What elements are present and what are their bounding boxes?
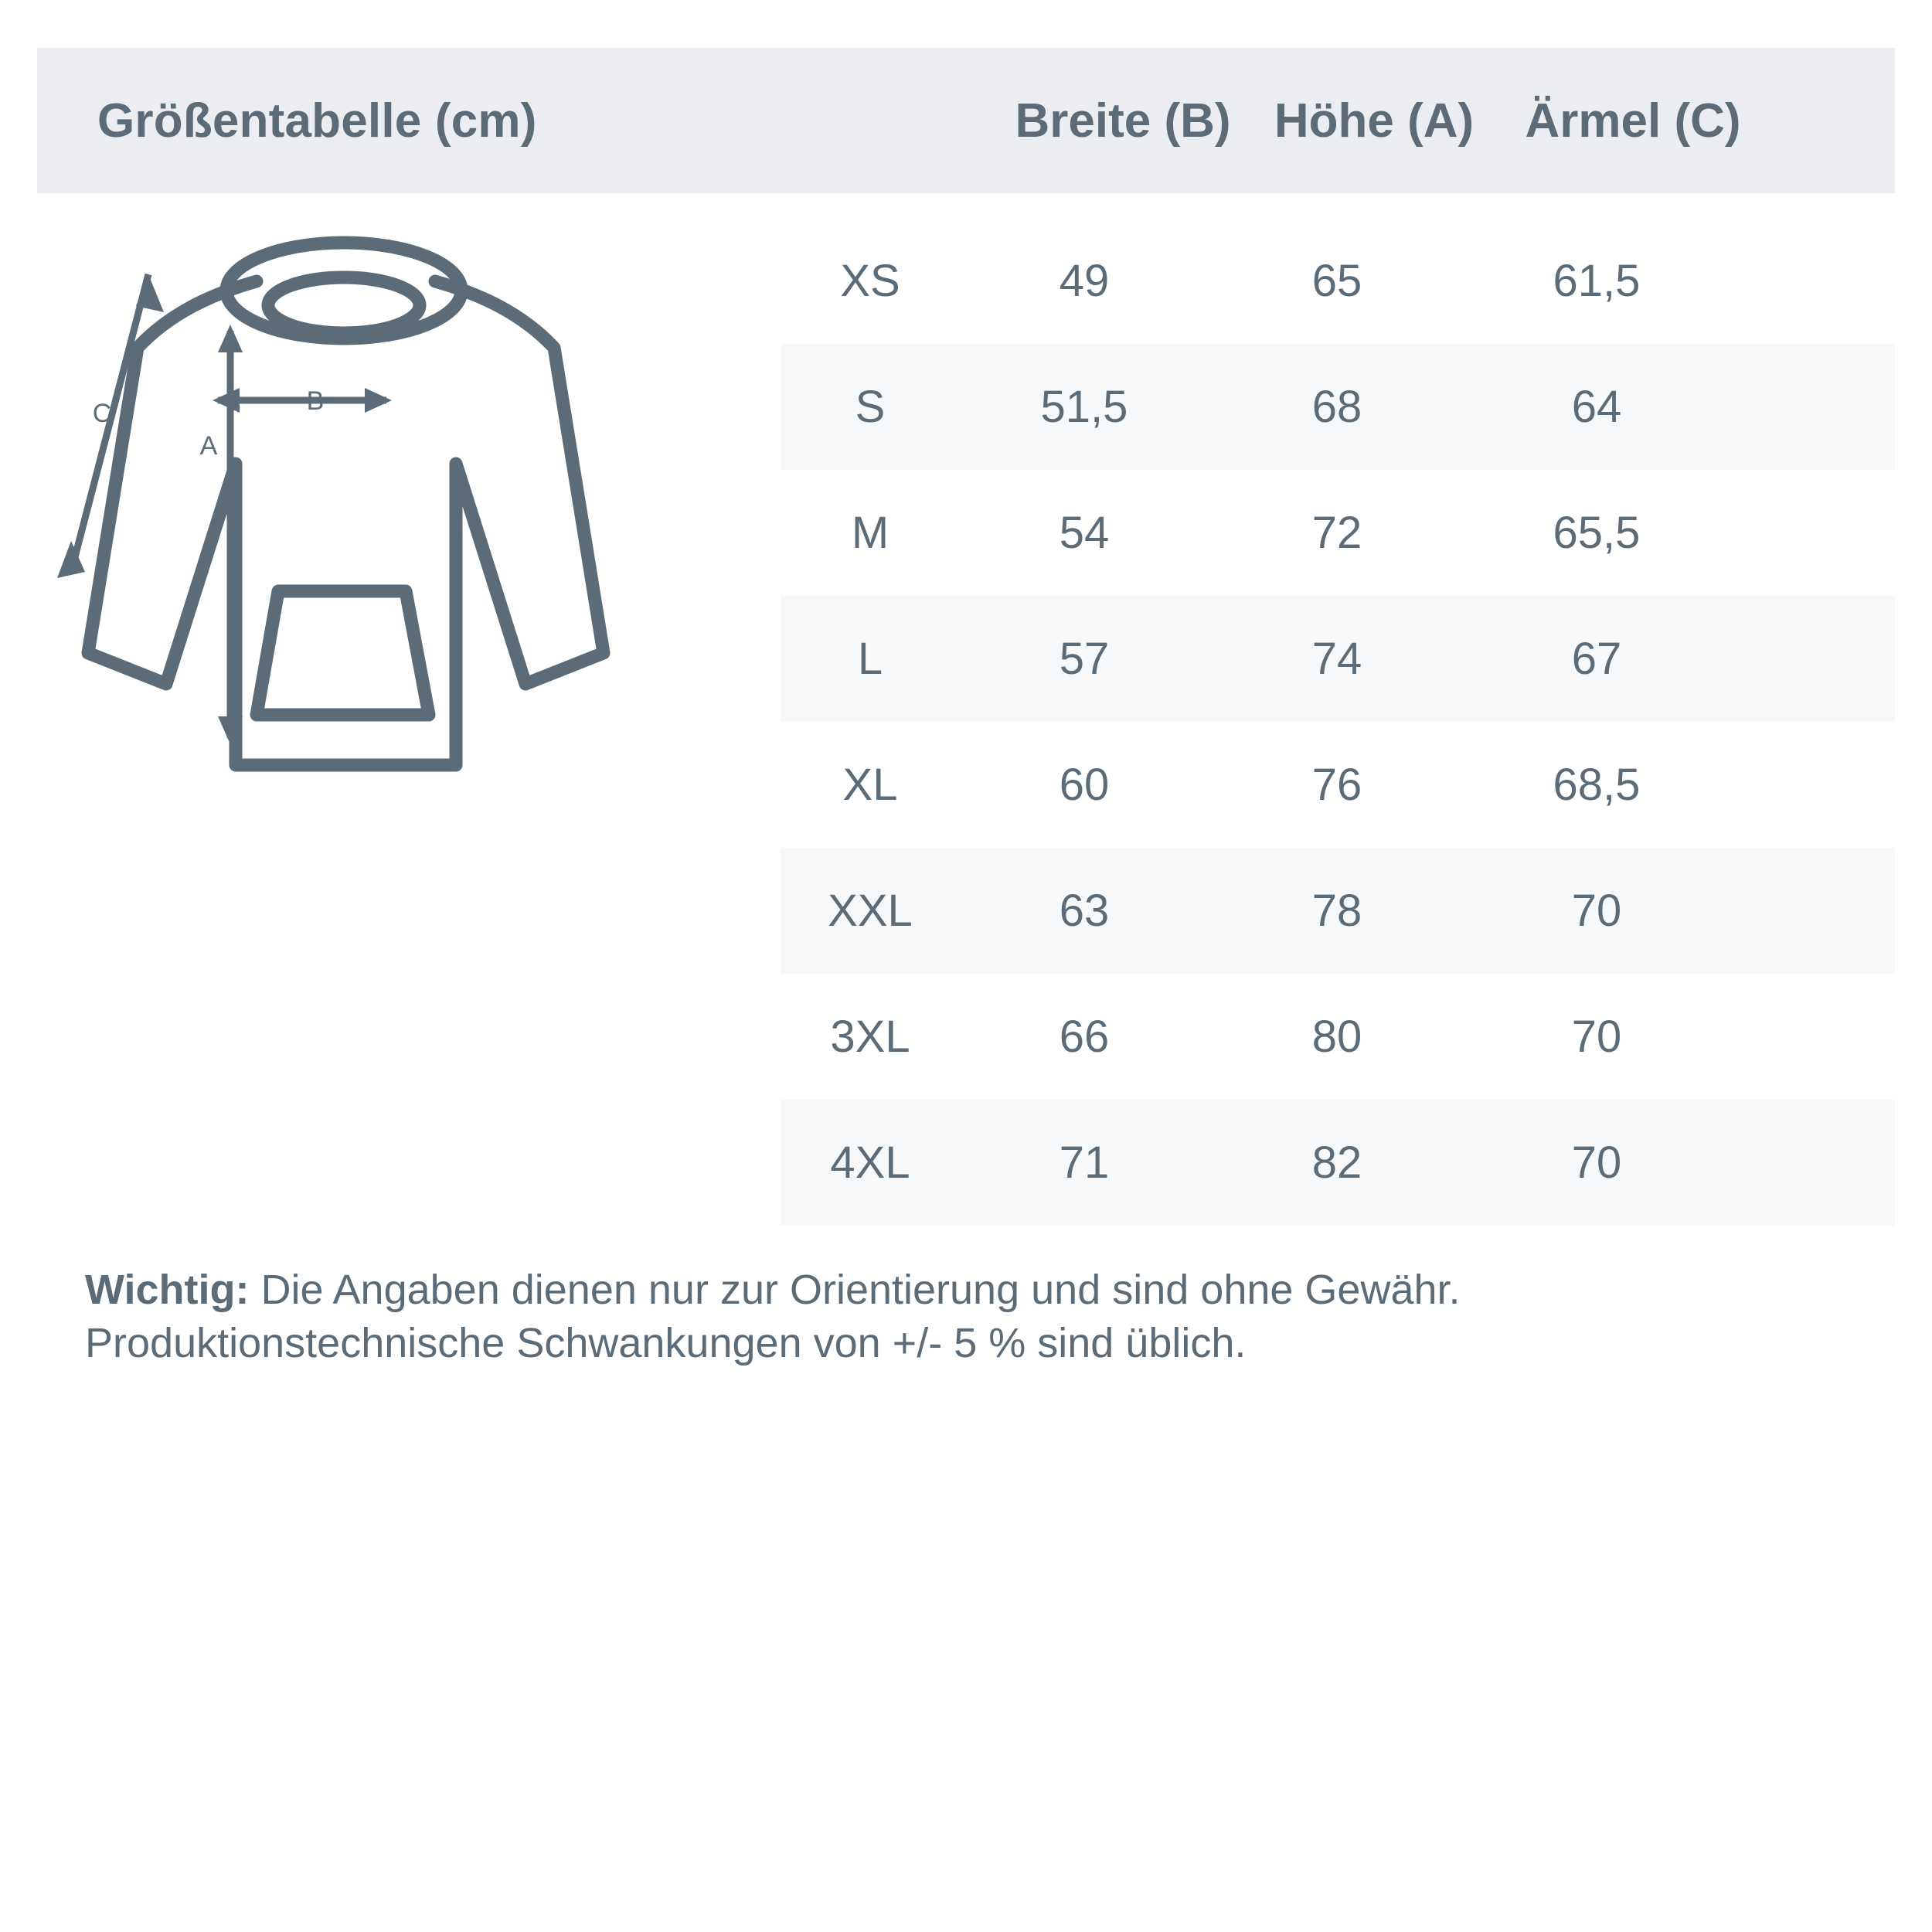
footnote-text: Die Angaben dienen nur zur Orientierung und sind ohne Gewähr. Produktionstechnische Schwankungen von +/- 5 % sind üblich. [85, 1267, 1461, 1366]
table-row [781, 722, 1895, 848]
hoodie-measurement-diagram [54, 232, 773, 850]
table-row [781, 218, 1895, 344]
column-header-hoehe: Höhe (A) [1274, 94, 1475, 148]
cell-aermel: 64 [1571, 382, 1622, 432]
table-row [781, 344, 1895, 470]
cell-hoehe: 72 [1311, 508, 1362, 558]
table-row [781, 848, 1895, 974]
cell-breite: 66 [1059, 1012, 1110, 1062]
cell-breite: 71 [1059, 1138, 1110, 1188]
cell-size: XXL [828, 886, 913, 936]
cell-hoehe: 76 [1311, 760, 1362, 810]
cell-aermel: 65,5 [1553, 508, 1641, 558]
cell-hoehe: 82 [1311, 1138, 1362, 1188]
footnote-label: Wichtig: [85, 1267, 250, 1313]
table-row [781, 596, 1895, 722]
column-header-aermel: Ärmel (C) [1525, 94, 1741, 148]
size-table [781, 218, 1895, 1226]
cell-aermel: 67 [1571, 634, 1622, 684]
cell-aermel: 61,5 [1553, 256, 1641, 306]
cell-breite: 60 [1059, 760, 1110, 810]
cell-size: 4XL [830, 1138, 910, 1188]
cell-hoehe: 78 [1311, 886, 1362, 936]
cell-size: XS [840, 256, 900, 306]
cell-breite: 57 [1059, 634, 1110, 684]
page-title: Größentabelle (cm) [97, 94, 537, 148]
cell-aermel: 70 [1571, 1012, 1622, 1062]
table-header-band [37, 48, 1895, 193]
label-height: A [199, 431, 218, 461]
table-row [781, 974, 1895, 1100]
cell-hoehe: 74 [1311, 634, 1362, 684]
footnote [85, 1264, 1862, 1369]
cell-aermel: 70 [1571, 886, 1622, 936]
cell-hoehe: 65 [1311, 256, 1362, 306]
cell-size: L [857, 634, 883, 684]
cell-aermel: 68,5 [1553, 760, 1641, 810]
label-width: B [306, 386, 325, 416]
table-row [781, 1100, 1895, 1226]
cell-aermel: 70 [1571, 1138, 1622, 1188]
label-sleeve: C [92, 399, 112, 428]
cell-breite: 54 [1059, 508, 1110, 558]
column-headers [825, 48, 1932, 193]
cell-breite: 51,5 [1040, 382, 1128, 432]
cell-size: M [851, 508, 889, 558]
cell-size: S [855, 382, 886, 432]
cell-breite: 63 [1059, 886, 1110, 936]
cell-hoehe: 80 [1311, 1012, 1362, 1062]
table-row [781, 470, 1895, 596]
cell-size: 3XL [830, 1012, 910, 1062]
cell-hoehe: 68 [1311, 382, 1362, 432]
cell-size: XL [842, 760, 898, 810]
column-header-breite: Breite (B) [1015, 94, 1231, 148]
cell-breite: 49 [1059, 256, 1110, 306]
